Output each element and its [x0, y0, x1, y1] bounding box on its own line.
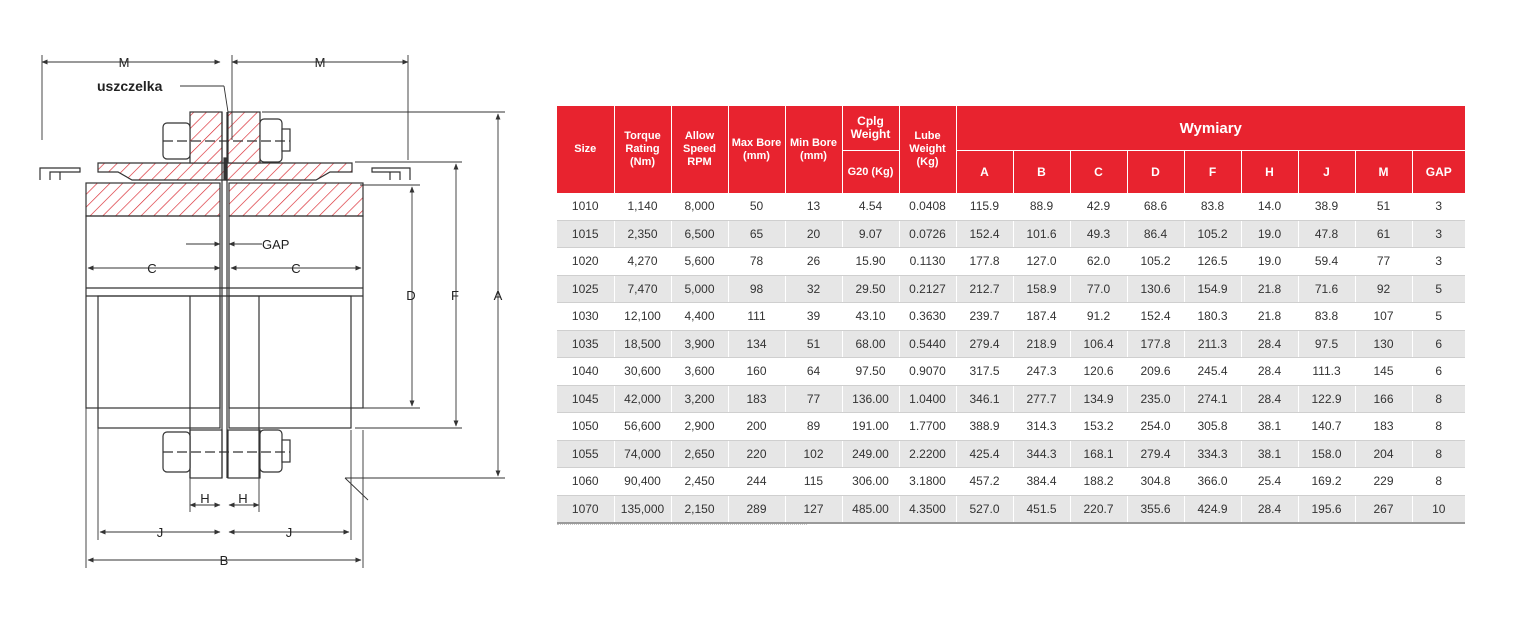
dim-label-c-left: C [147, 261, 157, 276]
table-cell: 220.7 [1070, 495, 1127, 523]
table-cell: 101.6 [1013, 220, 1070, 248]
table-cell: 102 [785, 440, 842, 468]
coupling-spec-table [557, 106, 1465, 524]
table-cell: 187.4 [1013, 303, 1070, 331]
table-cell: 51 [785, 330, 842, 358]
table-cell: 200 [728, 413, 785, 441]
table-cell: 122.9 [1298, 385, 1355, 413]
table-cell: 42,000 [614, 385, 671, 413]
table-cell: 5 [1412, 303, 1465, 331]
table-row [557, 385, 1465, 413]
table-cell: 59.4 [1298, 248, 1355, 276]
table-cell: 3 [1412, 248, 1465, 276]
table-cell: 71.6 [1298, 275, 1355, 303]
table-cell: 19.0 [1241, 220, 1298, 248]
size-cell: 1060 [557, 468, 614, 496]
table-cell: 89 [785, 413, 842, 441]
table-cell: 12,100 [614, 303, 671, 331]
table-cell: 134.9 [1070, 385, 1127, 413]
table-cell: 3,600 [671, 358, 728, 386]
table-row [557, 193, 1465, 220]
table-cell: 2.2200 [899, 440, 956, 468]
table-cell: 130.6 [1127, 275, 1184, 303]
dim-label-m-right: M [314, 55, 326, 70]
table-cell: 289 [728, 495, 785, 523]
table-cell: 92 [1355, 275, 1412, 303]
table-cell: 279.4 [1127, 440, 1184, 468]
top-left-flange-plate [190, 112, 222, 163]
table-cell: 19.0 [1241, 248, 1298, 276]
table-cell: 247.3 [1013, 358, 1070, 386]
table-cell: 0.9070 [899, 358, 956, 386]
table-cell: 21.8 [1241, 303, 1298, 331]
table-cell: 0.1130 [899, 248, 956, 276]
table-cell: 8 [1412, 413, 1465, 441]
table-cell: 388.9 [956, 413, 1013, 441]
header-dim-f: F [1184, 151, 1241, 194]
size-cell: 1040 [557, 358, 614, 386]
table-cell: 158.0 [1298, 440, 1355, 468]
table-cell: 111 [728, 303, 785, 331]
table-cell: 28.4 [1241, 358, 1298, 386]
table-cell: 344.3 [1013, 440, 1070, 468]
table-cell: 249.00 [842, 440, 899, 468]
table-cell: 50 [728, 193, 785, 220]
table-cell: 169.2 [1298, 468, 1355, 496]
top-right-flange-plate [228, 112, 260, 163]
table-cell: 0.3630 [899, 303, 956, 331]
table-cell: 10 [1412, 495, 1465, 523]
size-cell: 1010 [557, 193, 614, 220]
table-cell: 153.2 [1070, 413, 1127, 441]
table-cell: 152.4 [956, 220, 1013, 248]
dim-label-j-left: J [156, 525, 164, 540]
header-dim-c: C [1070, 151, 1127, 194]
table-cell: 1,140 [614, 193, 671, 220]
table-cell: 229 [1355, 468, 1412, 496]
size-cell: 1025 [557, 275, 614, 303]
table-cell: 0.5440 [899, 330, 956, 358]
table-cell: 15.90 [842, 248, 899, 276]
table-cell: 188.2 [1070, 468, 1127, 496]
left-hub-hatched-section [86, 183, 220, 216]
dim-label-h-left: H [200, 491, 210, 506]
table-cell: 279.4 [956, 330, 1013, 358]
size-cell: 1035 [557, 330, 614, 358]
table-cell: 384.4 [1013, 468, 1070, 496]
table-cell: 77 [785, 385, 842, 413]
table-cell: 355.6 [1127, 495, 1184, 523]
table-cell: 424.9 [1184, 495, 1241, 523]
table-cell: 105.2 [1184, 220, 1241, 248]
dim-label-c-right: C [291, 261, 301, 276]
table-cell: 451.5 [1013, 495, 1070, 523]
table-cell: 13 [785, 193, 842, 220]
table-cell: 218.9 [1013, 330, 1070, 358]
header-size: Size [557, 106, 614, 193]
dimension-labels [97, 55, 503, 568]
table-cell: 5,600 [671, 248, 728, 276]
size-cell: 1045 [557, 385, 614, 413]
table-cell: 204 [1355, 440, 1412, 468]
table-cell: 485.00 [842, 495, 899, 523]
table-cell: 135,000 [614, 495, 671, 523]
dim-label-gap: GAP [262, 237, 290, 252]
table-cell: 4.3500 [899, 495, 956, 523]
table-cell: 4,270 [614, 248, 671, 276]
table-cell: 39 [785, 303, 842, 331]
table-cell: 126.5 [1184, 248, 1241, 276]
table-cell: 29.50 [842, 275, 899, 303]
header-cplg-weight: Cplg Weight [842, 106, 899, 151]
table-row [557, 303, 1465, 331]
table-cell: 8 [1412, 468, 1465, 496]
table-row [557, 358, 1465, 386]
left-shaft-stub [40, 168, 80, 180]
table-cell: 115.9 [956, 193, 1013, 220]
table-cell: 88.9 [1013, 193, 1070, 220]
table-cell: 68.6 [1127, 193, 1184, 220]
table-cell: 317.5 [956, 358, 1013, 386]
right-hub [229, 216, 363, 408]
table-row [557, 330, 1465, 358]
table-cell: 195.6 [1298, 495, 1355, 523]
dim-label-f: F [451, 288, 459, 303]
table-cell: 334.3 [1184, 440, 1241, 468]
table-cell: 314.3 [1013, 413, 1070, 441]
table-row [557, 495, 1465, 523]
table-cell: 38.1 [1241, 413, 1298, 441]
table-cell: 152.4 [1127, 303, 1184, 331]
dim-label-b: B [219, 553, 229, 568]
table-body [557, 193, 1465, 523]
table-cell: 191.00 [842, 413, 899, 441]
table-cell: 1.7700 [899, 413, 956, 441]
table-cell: 120.6 [1070, 358, 1127, 386]
table-cell: 0.0726 [899, 220, 956, 248]
table-cell: 160 [728, 358, 785, 386]
header-torque: Torque Rating (Nm) [614, 106, 671, 193]
table-cell: 145 [1355, 358, 1412, 386]
table-cell: 42.9 [1070, 193, 1127, 220]
table-cell: 2,900 [671, 413, 728, 441]
table-cell: 346.1 [956, 385, 1013, 413]
header-max-bore: Max Bore (mm) [728, 106, 785, 193]
table-cell: 14.0 [1241, 193, 1298, 220]
table-cell: 38.9 [1298, 193, 1355, 220]
table-cell: 9.07 [842, 220, 899, 248]
table-cell: 3,200 [671, 385, 728, 413]
table-cell: 3 [1412, 220, 1465, 248]
table-cell: 3,900 [671, 330, 728, 358]
table-row [557, 248, 1465, 276]
dim-label-d: D [406, 288, 416, 303]
table-cell: 49.3 [1070, 220, 1127, 248]
dim-label-a: A [493, 288, 503, 303]
table-cell: 5,000 [671, 275, 728, 303]
table-cell: 64 [785, 358, 842, 386]
header-speed: Allow Speed RPM [671, 106, 728, 193]
table-cell: 134 [728, 330, 785, 358]
table-cell: 209.6 [1127, 358, 1184, 386]
table-cell: 277.7 [1013, 385, 1070, 413]
seal-label: uszczelka [97, 78, 163, 94]
table-cell: 136.00 [842, 385, 899, 413]
table-cell: 244 [728, 468, 785, 496]
table-cell: 154.9 [1184, 275, 1241, 303]
table-cell: 8 [1412, 385, 1465, 413]
table-cell: 32 [785, 275, 842, 303]
coupling-body [40, 112, 410, 478]
right-shaft-stub [372, 168, 410, 180]
dim-label-j-right: J [285, 525, 293, 540]
table-cell: 304.8 [1127, 468, 1184, 496]
size-cell: 1055 [557, 440, 614, 468]
table-cell: 97.50 [842, 358, 899, 386]
header-dim-gap: GAP [1412, 151, 1465, 194]
table-cell: 3 [1412, 193, 1465, 220]
table-cell: 177.8 [956, 248, 1013, 276]
bottom-nut [260, 430, 282, 472]
table-cell: 140.7 [1298, 413, 1355, 441]
dim-label-m-left: M [118, 55, 130, 70]
table-cell: 130 [1355, 330, 1412, 358]
table-cell: 183 [1355, 413, 1412, 441]
table-cell: 6,500 [671, 220, 728, 248]
left-hub [86, 216, 220, 408]
table-cell: 0.2127 [899, 275, 956, 303]
table-cell: 1.0400 [899, 385, 956, 413]
table-cell: 28.4 [1241, 495, 1298, 523]
table-cell: 61 [1355, 220, 1412, 248]
size-cell: 1050 [557, 413, 614, 441]
table-cell: 158.9 [1013, 275, 1070, 303]
table-cell: 0.0408 [899, 193, 956, 220]
table-row [557, 468, 1465, 496]
bottom-right-flange-plate [228, 430, 260, 478]
table-cell: 425.4 [956, 440, 1013, 468]
table-cell: 115 [785, 468, 842, 496]
table-cell: 20 [785, 220, 842, 248]
table-cell: 127 [785, 495, 842, 523]
bottom-left-flange-plate [190, 430, 222, 478]
table-cell: 6 [1412, 358, 1465, 386]
table-cell: 183 [728, 385, 785, 413]
table-cell: 77.0 [1070, 275, 1127, 303]
table-cell: 2,350 [614, 220, 671, 248]
coupling-technical-drawing [0, 0, 560, 622]
header-dim-a: A [956, 151, 1013, 194]
table-cell: 86.4 [1127, 220, 1184, 248]
table-row [557, 413, 1465, 441]
table-cell: 2,650 [671, 440, 728, 468]
table-cell: 239.7 [956, 303, 1013, 331]
table-cell: 28.4 [1241, 330, 1298, 358]
table-cell: 51 [1355, 193, 1412, 220]
table-cell: 28.4 [1241, 385, 1298, 413]
table-cell: 3.1800 [899, 468, 956, 496]
table-header-row [557, 106, 1465, 151]
footnote-divider [557, 524, 807, 531]
table-cell: 91.2 [1070, 303, 1127, 331]
table-cell: 211.3 [1184, 330, 1241, 358]
table-cell: 305.8 [1184, 413, 1241, 441]
table-cell: 127.0 [1013, 248, 1070, 276]
table-cell: 527.0 [956, 495, 1013, 523]
table-cell: 267 [1355, 495, 1412, 523]
size-cell: 1030 [557, 303, 614, 331]
table-cell: 245.4 [1184, 358, 1241, 386]
table-cell: 2,150 [671, 495, 728, 523]
table-cell: 105.2 [1127, 248, 1184, 276]
table-row [557, 220, 1465, 248]
table-cell: 26 [785, 248, 842, 276]
table-cell: 366.0 [1184, 468, 1241, 496]
table-cell: 457.2 [956, 468, 1013, 496]
table-cell: 56,600 [614, 413, 671, 441]
size-cell: 1015 [557, 220, 614, 248]
table-cell: 21.8 [1241, 275, 1298, 303]
table-cell: 212.7 [956, 275, 1013, 303]
size-cell: 1070 [557, 495, 614, 523]
table-row [557, 440, 1465, 468]
header-min-bore: Min Bore (mm) [785, 106, 842, 193]
size-cell: 1020 [557, 248, 614, 276]
table-cell: 107 [1355, 303, 1412, 331]
header-lube-weight: Lube Weight (Kg) [899, 106, 956, 193]
table-cell: 220 [728, 440, 785, 468]
header-wymiary: Wymiary [956, 106, 1465, 151]
table-cell: 43.10 [842, 303, 899, 331]
table-cell: 65 [728, 220, 785, 248]
table-cell: 25.4 [1241, 468, 1298, 496]
table-cell: 77 [1355, 248, 1412, 276]
table-cell: 90,400 [614, 468, 671, 496]
table-cell: 30,600 [614, 358, 671, 386]
table-cell: 68.00 [842, 330, 899, 358]
table-cell: 62.0 [1070, 248, 1127, 276]
header-dim-m: M [1355, 151, 1412, 194]
table-cell: 168.1 [1070, 440, 1127, 468]
table-cell: 5 [1412, 275, 1465, 303]
table-cell: 47.8 [1298, 220, 1355, 248]
table-cell: 8,000 [671, 193, 728, 220]
header-g20-kg: G20 (Kg) [842, 151, 899, 194]
table-cell: 6 [1412, 330, 1465, 358]
header-dim-h: H [1241, 151, 1298, 194]
table-cell: 83.8 [1298, 303, 1355, 331]
table-cell: 83.8 [1184, 193, 1241, 220]
table-cell: 306.00 [842, 468, 899, 496]
table-cell: 166 [1355, 385, 1412, 413]
header-dim-b: B [1013, 151, 1070, 194]
table-cell: 180.3 [1184, 303, 1241, 331]
table-cell: 7,470 [614, 275, 671, 303]
table-cell: 8 [1412, 440, 1465, 468]
table-cell: 235.0 [1127, 385, 1184, 413]
table-row [557, 275, 1465, 303]
table-cell: 2,450 [671, 468, 728, 496]
table-cell: 177.8 [1127, 330, 1184, 358]
table-cell: 274.1 [1184, 385, 1241, 413]
header-dim-d: D [1127, 151, 1184, 194]
table-cell: 106.4 [1070, 330, 1127, 358]
right-hub-hatched-section [229, 183, 363, 216]
table-cell: 78 [728, 248, 785, 276]
table-cell: 97.5 [1298, 330, 1355, 358]
table-cell: 4.54 [842, 193, 899, 220]
table-cell: 18,500 [614, 330, 671, 358]
dim-label-h-right: H [238, 491, 248, 506]
table-cell: 4,400 [671, 303, 728, 331]
header-dim-j: J [1298, 151, 1355, 194]
table-cell: 38.1 [1241, 440, 1298, 468]
table-cell: 111.3 [1298, 358, 1355, 386]
table-cell: 98 [728, 275, 785, 303]
table-cell: 254.0 [1127, 413, 1184, 441]
table-cell: 74,000 [614, 440, 671, 468]
